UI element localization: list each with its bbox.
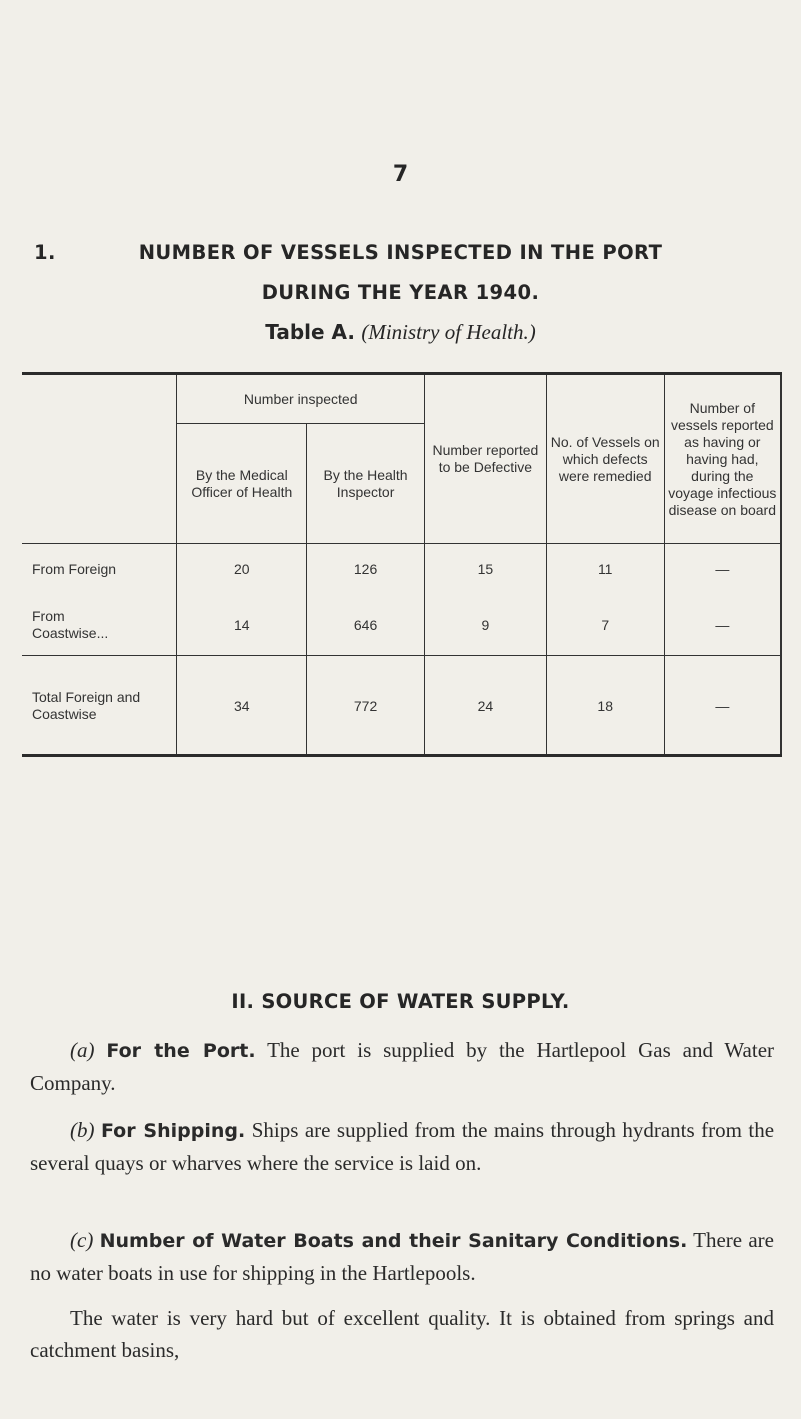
item-label: (b) [70, 1118, 95, 1142]
closing-text: The water is very hard but of excellent quality. It is obtained from springs and catchment basins, [30, 1306, 774, 1362]
paragraph-water-quality [30, 1302, 774, 1366]
header-by-medical-officer: By the Medical Officer of Health [177, 424, 307, 544]
cell-medical-officer: 34 [177, 656, 307, 756]
table-caption [0, 320, 801, 345]
item-text: Ships are supplied from the mains through hydrants from the several quays or wharves where the service is laid on. [30, 1118, 775, 1175]
paragraph-water-boats [30, 1224, 774, 1289]
cell-infectious: — [664, 596, 781, 656]
table-label: Table A. [265, 320, 355, 344]
cell-defective: 15 [424, 544, 546, 596]
cell-defective: 24 [424, 656, 546, 756]
header-number-reported-defective: Number reported to be Defective [424, 374, 546, 544]
paragraph-for-the-port [30, 1034, 774, 1099]
row-label: From Coastwise... [22, 596, 177, 656]
row-label: From Foreign [32, 561, 117, 578]
table-source: (Ministry of Health.) [361, 320, 536, 344]
item-label: (c) [70, 1228, 94, 1252]
item-text: There are no water boats in use for shipping in the Hartlepools. [30, 1228, 774, 1285]
section-1-title-line-2: DURING THE YEAR 1940. [261, 281, 540, 304]
table-row [22, 596, 781, 656]
cell-remedied: 11 [546, 544, 664, 596]
table-row [22, 544, 781, 596]
item-text: The port is supplied by the Hartlepool Gas and Water Company. [30, 1038, 775, 1095]
cell-infectious: — [664, 656, 781, 756]
cell-remedied: 18 [546, 656, 664, 756]
cell-medical-officer: 14 [177, 596, 307, 656]
header-number-inspected: Number inspected [177, 374, 425, 424]
cell-infectious: — [664, 544, 781, 596]
item-heading: For the Port. [106, 1040, 256, 1062]
cell-medical-officer: 20 [177, 544, 307, 596]
header-vessels-defects-remedied: No. of Vessels on which defects were remedied [546, 374, 664, 544]
cell-health-inspector: 646 [307, 596, 425, 656]
page-number: 7 [392, 162, 409, 187]
item-heading: For Shipping. [100, 1120, 246, 1142]
item-heading: Number of Water Boats and their Sanitary Conditions. [99, 1230, 688, 1252]
header-vessels-infectious-disease: Number of vessels reported as having or having had, during the voyage infectious disease on board [664, 374, 781, 544]
cell-health-inspector: 126 [307, 544, 425, 596]
section-1-heading [0, 241, 801, 264]
paragraph-for-shipping [30, 1114, 774, 1179]
cell-remedied: 7 [546, 596, 664, 656]
cell-defective: 9 [424, 596, 546, 656]
section-2-heading: II. SOURCE OF WATER SUPPLY. [231, 990, 570, 1013]
item-label: (a) [70, 1038, 95, 1062]
row-label: Total Foreign and Coastwise [32, 689, 141, 722]
header-by-health-inspector: By the Health Inspector [307, 424, 425, 544]
section-1-title-line-1: NUMBER OF VESSELS INSPECTED IN THE PORT [138, 241, 663, 264]
cell-health-inspector: 772 [307, 656, 425, 756]
vessels-inspected-table [22, 372, 782, 757]
table-row-total [22, 656, 781, 756]
header-blank-cell [22, 374, 177, 544]
section-1-number: 1. [34, 241, 56, 264]
